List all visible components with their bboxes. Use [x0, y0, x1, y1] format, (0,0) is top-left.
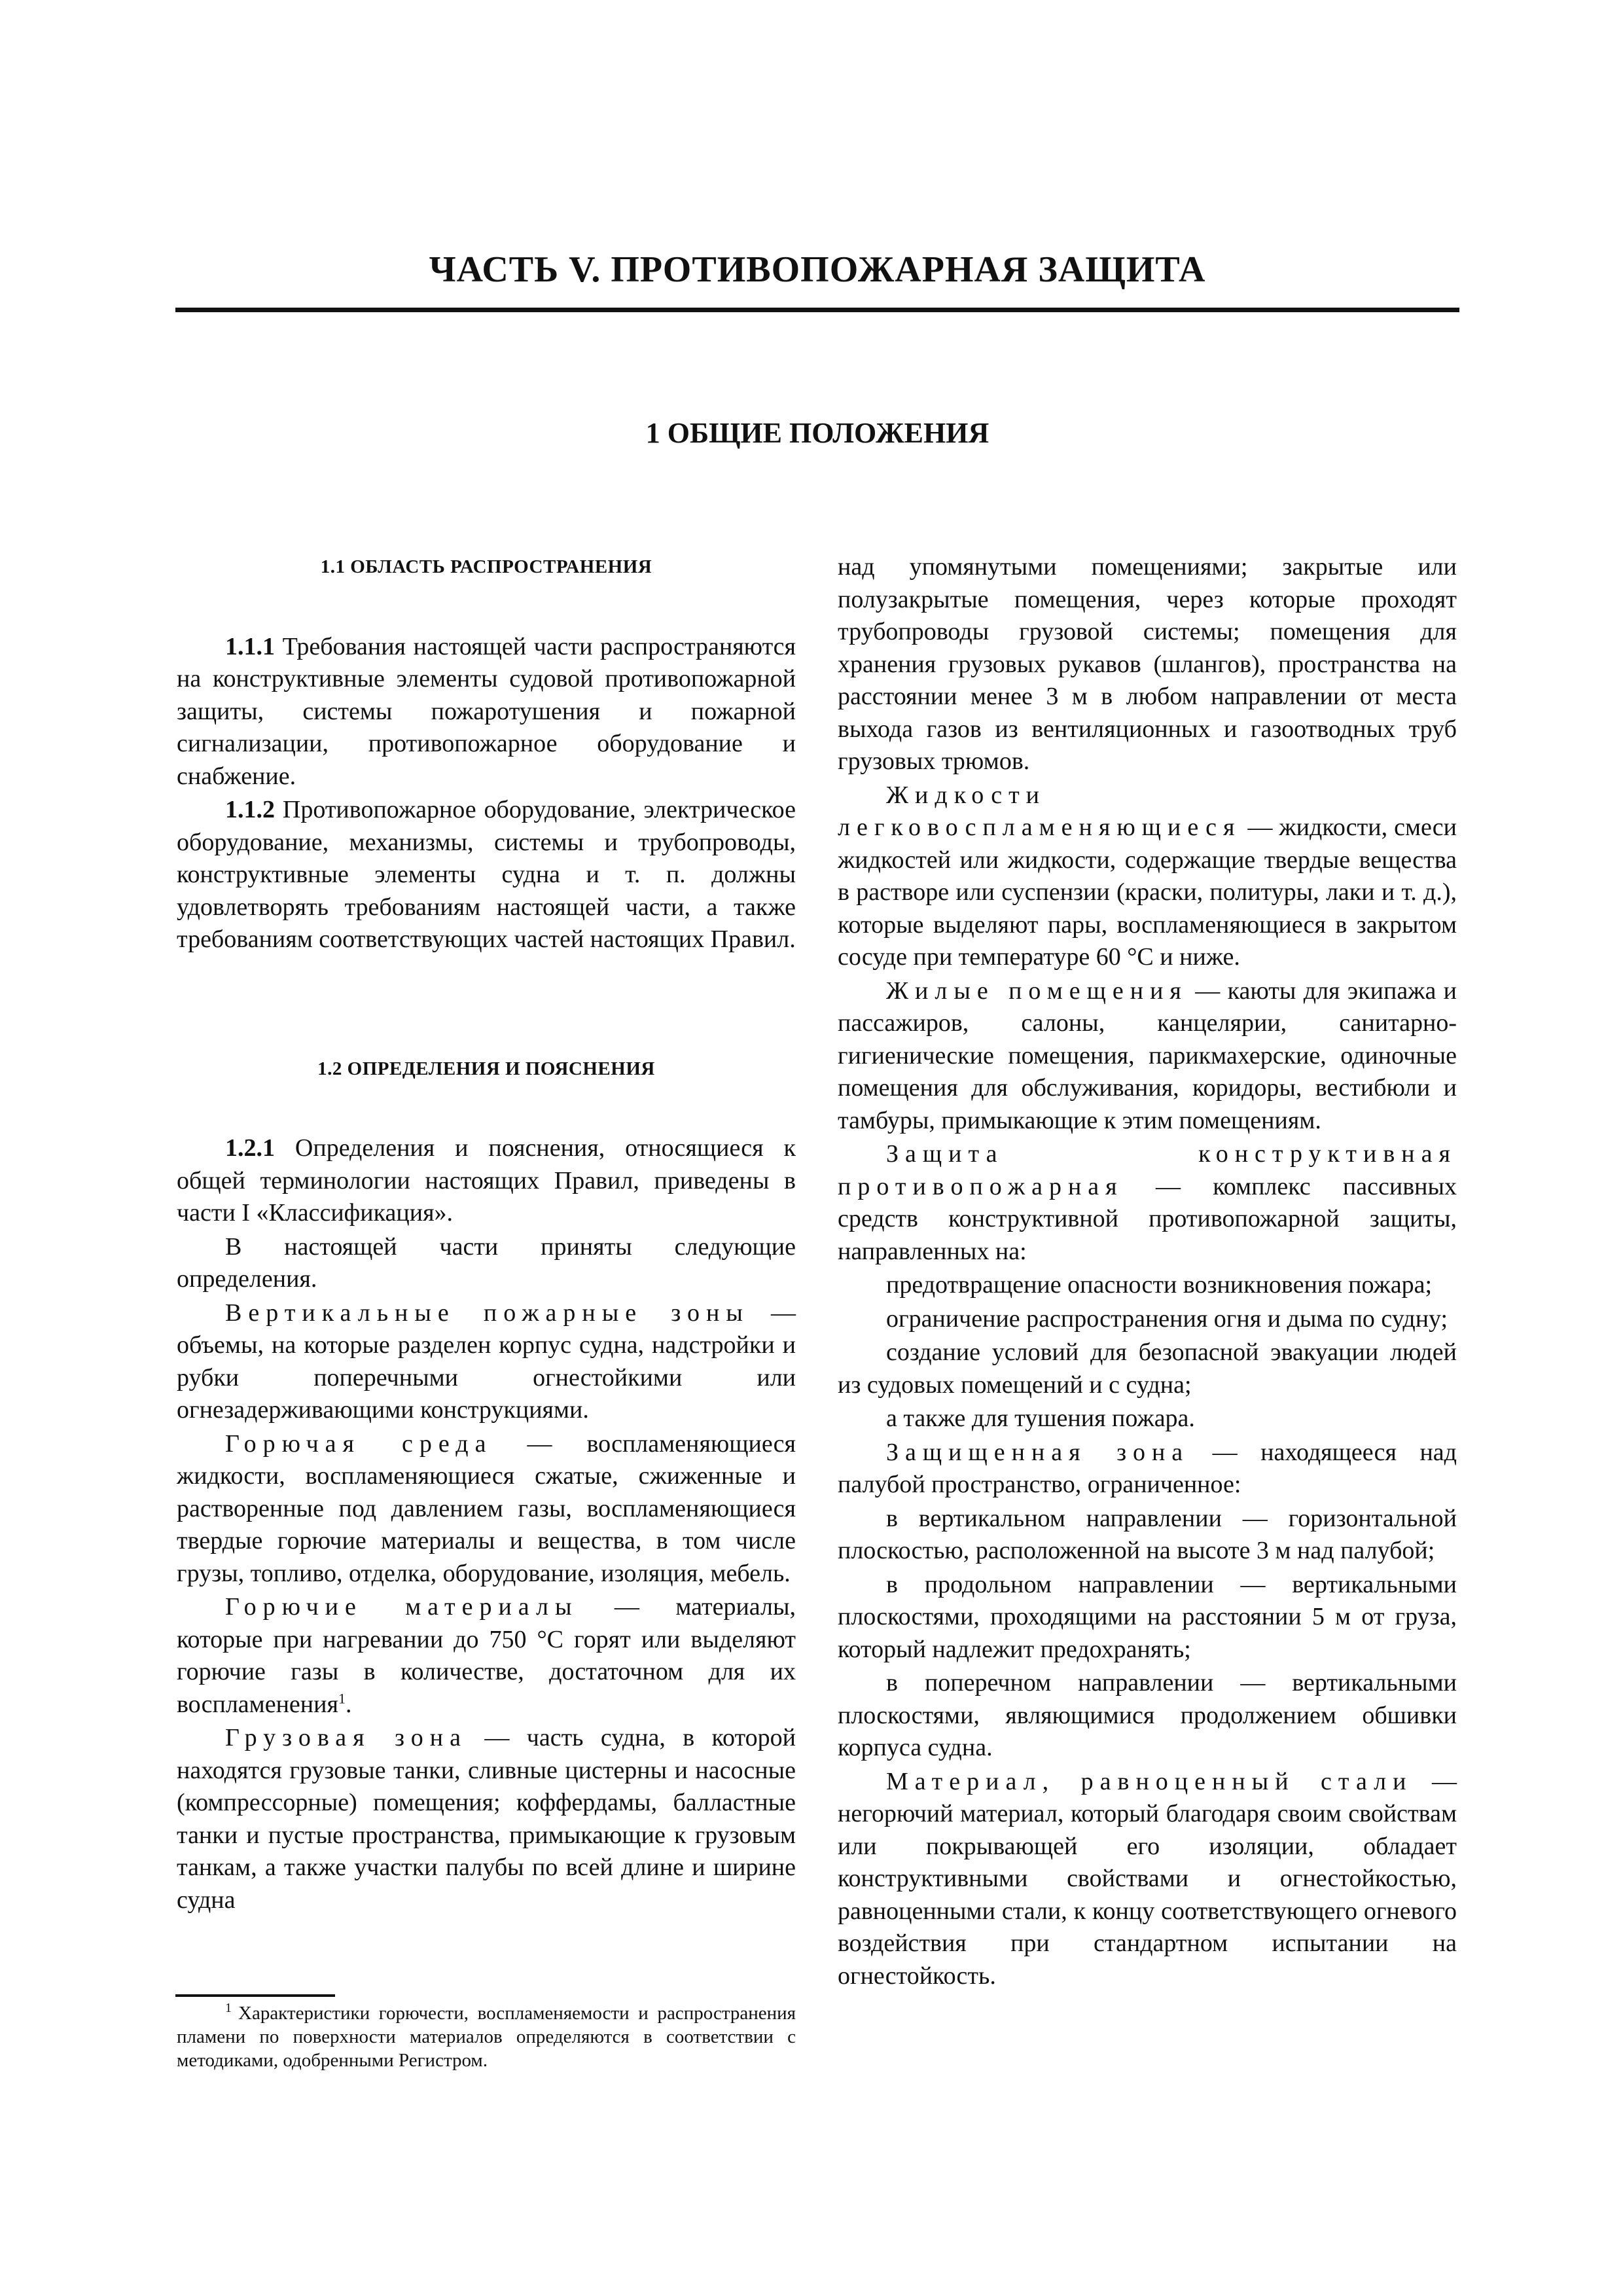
definition-text: — комплекс пассивных средств конструктивной противопожарной защиты, направленных на:	[838, 1172, 1457, 1265]
list-item: предотвращение опасности возникновения пожара;	[886, 1271, 1433, 1299]
clause-number: 1.1.1	[225, 632, 275, 660]
definition-cargo-area	[177, 1722, 796, 1916]
definition-accommodation-spaces	[838, 975, 1457, 1138]
defined-term: Горючая среда	[225, 1429, 493, 1458]
subsection-heading-1-1: 1.1 ОБЛАСТЬ РАСПРОСТРАНЕНИЯ	[320, 556, 652, 577]
definition-text: — материалы, которые при нагревании до 750 °С горят или выделяют горючие газы в количестве, достаточном для их воспламенения	[177, 1593, 796, 1718]
title-rule	[175, 308, 1459, 312]
definition-structural-fire-protection	[838, 1138, 1457, 1268]
defined-term: Защита конструктивная противопожарная	[838, 1140, 1457, 1200]
list-item: а также для тушения пожара.	[886, 1405, 1195, 1432]
paragraph-1-1-2	[177, 794, 796, 956]
definition-text: — воспламеняющиеся жидкости, воспламеняющиеся сжатые, сжиженные и растворенные под давлением газы, воспламеняющиеся твердые горючие материалы и вещества, в том числе грузы, топливо, отделка, оборудование, изоляция, мебель.	[177, 1429, 796, 1587]
paragraph-1-2-1	[177, 1132, 796, 1230]
definition-protected-zone	[838, 1437, 1457, 1501]
definition-vertical-zones	[177, 1297, 796, 1427]
list-item: ограничение распространения огня и дыма по судну;	[886, 1304, 1448, 1333]
footnote-rule	[175, 1994, 335, 1997]
defined-term: Материал, равноценный стали	[886, 1767, 1413, 1795]
list-item: в вертикальном направлении — горизонтальной плоскостью, расположенной на высоте 3 м над палубой;	[838, 1504, 1457, 1564]
definition-text: — объемы, на которые разделен корпус судна, надстройки и рубки поперечными огнестойкими или огнезадерживающими конструкциями.	[177, 1299, 796, 1424]
definition-cargo-area-continued: над упомянутыми помещениями; закрытые или полузакрытые помещения, через которые проходят трубопроводы грузовой системы; помещения для хранения грузовых рукавов (шлангов), пространства на расстоянии менее 3 м в любом направлении от места выхода газов из вентиляционных и газоотводных труб грузовых трюмов.	[838, 553, 1457, 775]
definition-text: — каюты для экипажа и пассажиров, салоны, канцелярии, санитарно-гигиенические помещения, парикмахерские, одиночные помещения для обслуживания, коридоры, вестибюли и тамбуры, примыкающие к этим помещениям.	[838, 977, 1457, 1134]
defined-term: Жилые помещения	[886, 977, 1188, 1005]
subsection-heading-1-2: 1.2 ОПРЕДЕЛЕНИЯ И ПОЯСНЕНИЯ	[317, 1058, 655, 1079]
clause-number: 1.2.1	[225, 1134, 275, 1162]
list-item: создание условий для безопасной эвакуации людей из судовых помещений и с судна;	[838, 1338, 1457, 1399]
defined-term: Грузовая зона	[225, 1724, 467, 1751]
left-column	[177, 551, 796, 1916]
defined-term: Защищенная зона	[886, 1438, 1190, 1466]
clause-text: Требования настоящей части распространяются на конструктивные элементы судовой противопожарной защиты, системы пожаротушения и пожарной сигнализации, противопожарное оборудование и снабжение.	[177, 632, 796, 790]
footnote-reference: 1	[338, 1689, 346, 1706]
definition-text: — негорючий материал, который благодаря своим свойствам или покрывающей его изоляции, обладает конструктивными свойствами и огнестойкостью, равноценными стали, к концу соответствующего огневого воздействия при стандартном испытании на огнестойкость.	[838, 1767, 1457, 1990]
definition-combustible-materials	[177, 1591, 796, 1721]
paragraph-1-1-1	[177, 631, 796, 793]
defined-term: Жидкости легковоспламеняющиеся	[838, 781, 1241, 841]
part-title: ЧАСТЬ V. ПРОТИВОПОЖАРНАЯ ЗАЩИТА	[429, 249, 1206, 290]
definition-combustible-medium	[177, 1428, 796, 1590]
defined-term: Вертикальные пожарные зоны	[225, 1299, 749, 1327]
definition-text: — жидкости, смеси жидкостей или жидкости, содержащие твердые вещества в растворе или суспензии (краски, политуры, лаки и т. д.), которые выделяют пары, воспламеняющиеся в закрытом сосуде при температуре 60 °С и ниже.	[838, 814, 1457, 971]
right-column	[838, 551, 1457, 1992]
footnote-mark: 1	[225, 2001, 232, 2016]
clause-number: 1.1.2	[225, 796, 275, 823]
list-item: в продольном направлении — вертикальными плоскостями, проходящими на расстоянии 5 м от груза, который надлежит предохранять;	[838, 1570, 1457, 1663]
definitions-intro: В настоящей части приняты следующие определения.	[177, 1232, 796, 1293]
defined-term: Горючие материалы	[225, 1593, 579, 1621]
definition-steel-equivalent	[838, 1766, 1457, 1993]
definition-end: .	[345, 1690, 352, 1718]
definition-text: — находящееся над палубой пространство, ограниченное:	[838, 1438, 1457, 1498]
footnote-text: Характеристики горючести, воспламеняемости и распространения пламени по поверхности материалов определяются в соответствии с методиками, одобренными Регистром.	[177, 2003, 796, 2071]
clause-text: Определения и пояснения, относящиеся к общей терминологии настоящих Правил, приведены в части I «Классификация».	[177, 1134, 796, 1227]
footnote	[177, 2001, 796, 2072]
list-item: в поперечном направлении — вертикальными плоскостями, являющимися продолжением обшивки корпуса судна.	[838, 1669, 1457, 1761]
definition-text: — часть судна, в которой находятся грузовые танки, сливные цистерны и насосные (компрессорные) помещения; коффердамы, балластные танки и пустые пространства, примыкающие к грузовым танкам, а также участки палубы по всей длине и ширине судна	[177, 1724, 796, 1914]
definition-flammable-liquids	[838, 780, 1457, 974]
clause-text: Противопожарное оборудование, электрическое оборудование, механизмы, системы и трубопроводы, конструктивные элементы судна и т. п. должны удовлетворять требованиям настоящей части, а также требованиям соответствующих частей настоящих Правил.	[177, 796, 796, 953]
section-title: 1 ОБЩИЕ ПОЛОЖЕНИЯ	[645, 417, 990, 449]
